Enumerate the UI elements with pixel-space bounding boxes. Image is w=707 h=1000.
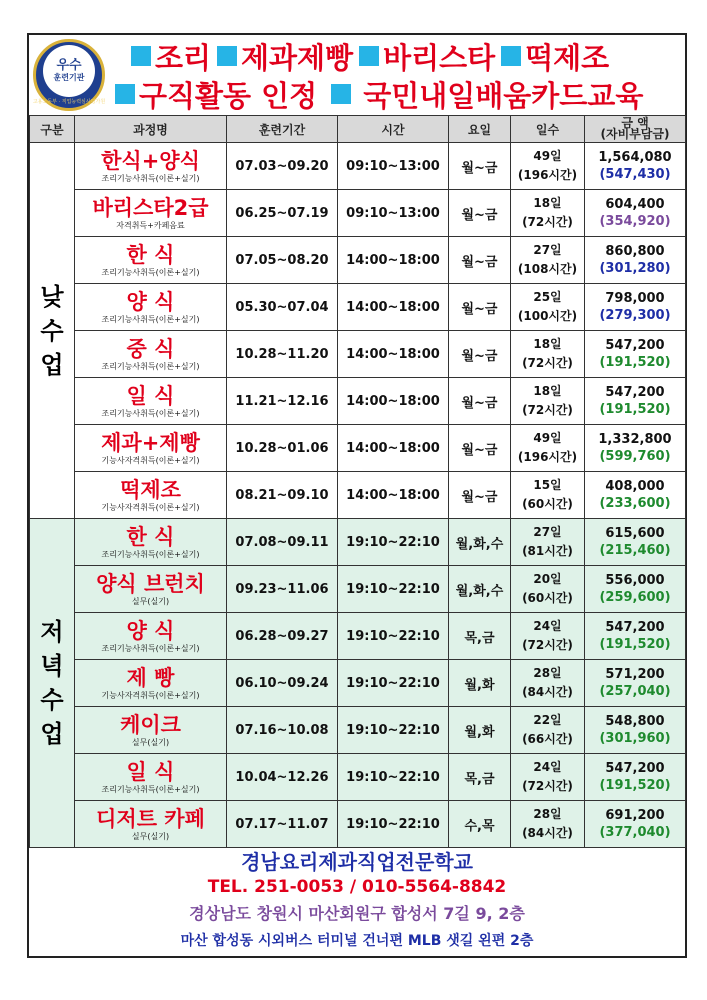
- title-item: 국민내일배움카드교육: [363, 78, 644, 113]
- days-count: 20일: [533, 572, 562, 586]
- header-days: 일수: [511, 116, 585, 143]
- time-cell: 14:00~18:00: [338, 472, 449, 519]
- amount-cell: [585, 707, 686, 754]
- course-row: [30, 143, 686, 190]
- amount-cell: [585, 425, 686, 472]
- blue-square-icon: [217, 46, 237, 66]
- amount-cell: [585, 566, 686, 613]
- header-amount-bottom: (자비부담금): [600, 127, 670, 141]
- flyer-footer: [29, 845, 685, 956]
- days-count: 15일: [533, 478, 562, 492]
- period-cell: 07.16~10.08: [227, 707, 338, 754]
- section-label-night: [30, 519, 75, 848]
- amount-self-pay: (191,520): [599, 637, 671, 652]
- course-name: 양 식: [126, 289, 175, 314]
- weekday-cell: 월~금: [449, 237, 511, 284]
- amount-self-pay: (599,760): [599, 449, 671, 464]
- period-cell: 05.30~07.04: [227, 284, 338, 331]
- amount-total: 604,400: [605, 197, 665, 212]
- weekday-cell: 월~금: [449, 472, 511, 519]
- course-subtitle: 실무(실기): [131, 737, 170, 747]
- weekday-cell: 월,화,수: [449, 519, 511, 566]
- directions: 마산 합성동 시외버스 터미널 건너편 MLB 샛길 왼편 2층: [180, 933, 534, 949]
- hours-count: (72시간): [522, 215, 573, 229]
- course-cell: [75, 801, 227, 848]
- hours-count: (84시간): [522, 826, 573, 840]
- weekday-cell: 월~금: [449, 331, 511, 378]
- course-subtitle: 기능사자격취득(이론+실기): [101, 502, 200, 512]
- period-cell: 10.28~01.06: [227, 425, 338, 472]
- header-amount-top: 금 액: [621, 116, 649, 130]
- hours-count: (81시간): [522, 544, 573, 558]
- time-cell: 19:10~22:10: [338, 801, 449, 848]
- course-row: [30, 472, 686, 519]
- amount-cell: [585, 613, 686, 660]
- days-count: 24일: [533, 619, 562, 633]
- weekday-cell: 수,목: [449, 801, 511, 848]
- amount-cell: [585, 801, 686, 848]
- time-cell: 19:10~22:10: [338, 660, 449, 707]
- course-row: [30, 613, 686, 660]
- days-cell: [511, 284, 585, 331]
- amount-self-pay: (259,600): [599, 590, 671, 605]
- time-cell: 19:10~22:10: [338, 566, 449, 613]
- header-amount: [585, 116, 686, 143]
- header-period: 훈련기간: [227, 116, 338, 143]
- weekday-cell: 월,화,수: [449, 566, 511, 613]
- course-row: [30, 190, 686, 237]
- days-cell: [511, 331, 585, 378]
- weekday-cell: 월,화: [449, 707, 511, 754]
- course-cell: [75, 472, 227, 519]
- time-cell: 09:10~13:00: [338, 190, 449, 237]
- days-cell: [511, 237, 585, 284]
- days-cell: [511, 613, 585, 660]
- schedule-table: [29, 115, 686, 848]
- amount-total: 556,000: [605, 573, 665, 588]
- amount-cell: [585, 143, 686, 190]
- days-count: 49일: [533, 431, 562, 445]
- amount-self-pay: (354,920): [599, 214, 671, 229]
- amount-self-pay: (377,040): [599, 825, 671, 840]
- section-char: 녁: [40, 652, 64, 680]
- course-cell: [75, 378, 227, 425]
- days-count: 49일: [533, 149, 562, 163]
- amount-self-pay: (257,040): [599, 684, 671, 699]
- weekday-cell: 목,금: [449, 613, 511, 660]
- period-cell: 07.08~09.11: [227, 519, 338, 566]
- weekday-cell: 월~금: [449, 425, 511, 472]
- course-cell: [75, 331, 227, 378]
- hours-count: (66시간): [522, 732, 573, 746]
- amount-self-pay: (191,520): [599, 402, 671, 417]
- blue-square-icon: [115, 84, 135, 104]
- title-line-2: [109, 75, 643, 113]
- amount-total: 691,200: [605, 808, 665, 823]
- course-cell: [75, 190, 227, 237]
- amount-self-pay: (301,960): [599, 731, 671, 746]
- amount-cell: [585, 472, 686, 519]
- period-cell: 10.04~12.26: [227, 754, 338, 801]
- course-name: 제과+제빵: [101, 430, 200, 455]
- days-cell: [511, 378, 585, 425]
- days-cell: [511, 190, 585, 237]
- course-row: [30, 801, 686, 848]
- course-row: [30, 519, 686, 566]
- amount-total: 798,000: [605, 291, 665, 306]
- days-count: 22일: [533, 713, 562, 727]
- course-row: [30, 660, 686, 707]
- hours-count: (72시간): [522, 403, 573, 417]
- days-cell: [511, 754, 585, 801]
- amount-self-pay: (215,460): [599, 543, 671, 558]
- section-char: 수: [40, 686, 64, 714]
- header-course: 과정명: [75, 116, 227, 143]
- days-cell: [511, 143, 585, 190]
- badge-ring-text: 고용노동부 · 직업능력심사평가원: [32, 99, 106, 105]
- time-cell: 19:10~22:10: [338, 613, 449, 660]
- hours-count: (196시간): [517, 168, 578, 182]
- time-cell: 19:10~22:10: [338, 519, 449, 566]
- amount-cell: [585, 331, 686, 378]
- course-name: 양 식: [126, 618, 175, 643]
- course-row: [30, 707, 686, 754]
- days-count: 27일: [533, 243, 562, 257]
- time-cell: 14:00~18:00: [338, 237, 449, 284]
- badge-center: [43, 45, 95, 97]
- course-subtitle: 기능사자격취득(이론+실기): [101, 455, 200, 465]
- period-cell: 06.10~09.24: [227, 660, 338, 707]
- days-count: 25일: [533, 290, 562, 304]
- course-name: 한식+양식: [101, 148, 200, 173]
- section-char: 낮: [40, 282, 64, 311]
- course-cell: [75, 566, 227, 613]
- period-cell: 11.21~12.16: [227, 378, 338, 425]
- days-count: 27일: [533, 525, 562, 539]
- address: 경상남도 창원시 마산회원구 합성서 7길 9, 2층: [189, 904, 525, 923]
- course-cell: [75, 143, 227, 190]
- weekday-cell: 월~금: [449, 190, 511, 237]
- course-cell: [75, 754, 227, 801]
- header-time: 시간: [338, 116, 449, 143]
- days-count: 18일: [533, 337, 562, 351]
- course-subtitle: 자격취득+카페음료: [116, 220, 185, 230]
- hours-count: (84시간): [522, 685, 573, 699]
- amount-self-pay: (191,520): [599, 355, 671, 370]
- course-row: [30, 331, 686, 378]
- amount-self-pay: (233,600): [599, 496, 671, 511]
- amount-total: 615,600: [605, 526, 665, 541]
- amount-total: 571,200: [605, 667, 665, 682]
- days-cell: [511, 566, 585, 613]
- section-char: 수: [40, 316, 64, 345]
- weekday-cell: 월~금: [449, 284, 511, 331]
- course-cell: [75, 425, 227, 472]
- amount-total: 547,200: [605, 385, 665, 400]
- amount-cell: [585, 190, 686, 237]
- days-count: 24일: [533, 760, 562, 774]
- title-line-1: [125, 37, 609, 75]
- hours-count: (108시간): [517, 262, 578, 276]
- period-cell: 07.03~09.20: [227, 143, 338, 190]
- days-cell: [511, 425, 585, 472]
- course-subtitle: 기능사자격취득(이론+실기): [101, 690, 200, 700]
- time-cell: 14:00~18:00: [338, 378, 449, 425]
- course-name: 중 식: [126, 336, 175, 361]
- title-item: 조리: [155, 40, 212, 75]
- hours-count: (72시간): [522, 356, 573, 370]
- period-cell: 06.28~09.27: [227, 613, 338, 660]
- course-name: 일 식: [126, 759, 175, 784]
- section-label-day: [30, 143, 75, 519]
- course-name: 한 식: [126, 242, 175, 267]
- course-subtitle: 조리기능사취득(이론+실기): [101, 408, 200, 418]
- days-count: 18일: [533, 196, 562, 210]
- course-row: [30, 754, 686, 801]
- header-section: 구분: [30, 116, 75, 143]
- course-subtitle: 조리기능사취득(이론+실기): [101, 267, 200, 277]
- title-item: 떡제조: [525, 40, 610, 75]
- course-subtitle: 실무(실기): [131, 831, 170, 841]
- course-subtitle: 조리기능사취득(이론+실기): [101, 361, 200, 371]
- amount-total: 547,200: [605, 761, 665, 776]
- days-cell: [511, 472, 585, 519]
- weekday-cell: 월,화: [449, 660, 511, 707]
- period-cell: 07.05~08.20: [227, 237, 338, 284]
- time-cell: 19:10~22:10: [338, 707, 449, 754]
- amount-total: 1,332,800: [598, 432, 672, 447]
- course-subtitle: 조리기능사취득(이론+실기): [101, 549, 200, 559]
- course-subtitle: 조리기능사취득(이론+실기): [101, 643, 200, 653]
- amount-cell: [585, 660, 686, 707]
- course-name: 양식 브런치: [96, 571, 205, 596]
- phone-numbers[interactable]: TEL. 251-0053 / 010-5564-8842: [207, 877, 507, 897]
- amount-total: 548,800: [605, 714, 665, 729]
- amount-self-pay: (547,430): [599, 167, 671, 182]
- amount-cell: [585, 378, 686, 425]
- weekday-cell: 월~금: [449, 378, 511, 425]
- days-cell: [511, 801, 585, 848]
- time-cell: 09:10~13:00: [338, 143, 449, 190]
- blue-square-icon: [331, 84, 351, 104]
- course-cell: [75, 660, 227, 707]
- course-name: 케이크: [120, 712, 181, 737]
- days-cell: [511, 660, 585, 707]
- blue-square-icon: [359, 46, 379, 66]
- course-subtitle: 조리기능사취득(이론+실기): [101, 173, 200, 183]
- blue-square-icon: [501, 46, 521, 66]
- course-subtitle: 조리기능사취득(이론+실기): [101, 314, 200, 324]
- title-item: 구직활동 인정: [139, 78, 318, 113]
- badge-bottom-text: 훈련기관: [53, 73, 85, 82]
- hours-count: (196시간): [517, 450, 578, 464]
- amount-cell: [585, 754, 686, 801]
- days-cell: [511, 707, 585, 754]
- course-cell: [75, 707, 227, 754]
- period-cell: 09.23~11.06: [227, 566, 338, 613]
- amount-total: 1,564,080: [598, 150, 672, 165]
- course-cell: [75, 613, 227, 660]
- course-row: [30, 284, 686, 331]
- header-weekday: 요일: [449, 116, 511, 143]
- course-name: 제 빵: [126, 665, 175, 690]
- course-row: [30, 237, 686, 284]
- period-cell: 08.21~09.10: [227, 472, 338, 519]
- days-count: 28일: [533, 807, 562, 821]
- course-name: 한 식: [126, 524, 175, 549]
- section-char: 업: [40, 350, 64, 379]
- flyer-frame: [27, 33, 687, 958]
- course-subtitle: 실무(실기): [131, 596, 170, 606]
- excellence-badge-icon: [33, 39, 105, 111]
- amount-self-pay: (191,520): [599, 778, 671, 793]
- course-cell: [75, 237, 227, 284]
- course-name: 디저트 카페: [96, 806, 205, 831]
- amount-cell: [585, 519, 686, 566]
- amount-cell: [585, 284, 686, 331]
- blue-square-icon: [131, 46, 151, 66]
- course-cell: [75, 284, 227, 331]
- period-cell: 10.28~11.20: [227, 331, 338, 378]
- course-row: [30, 425, 686, 472]
- amount-total: 547,200: [605, 620, 665, 635]
- hours-count: (60시간): [522, 497, 573, 511]
- amount-total: 408,000: [605, 479, 665, 494]
- days-count: 18일: [533, 384, 562, 398]
- amount-self-pay: (301,280): [599, 261, 671, 276]
- time-cell: 14:00~18:00: [338, 425, 449, 472]
- school-name: 경남요리제과직업전문학교: [241, 850, 473, 874]
- time-cell: 14:00~18:00: [338, 331, 449, 378]
- hours-count: (72시간): [522, 779, 573, 793]
- days-cell: [511, 519, 585, 566]
- amount-total: 860,800: [605, 244, 665, 259]
- days-count: 28일: [533, 666, 562, 680]
- course-name: 떡제조: [120, 477, 181, 502]
- time-cell: 14:00~18:00: [338, 284, 449, 331]
- amount-total: 547,200: [605, 338, 665, 353]
- amount-self-pay: (279,300): [599, 308, 671, 323]
- hours-count: (60시간): [522, 591, 573, 605]
- amount-cell: [585, 237, 686, 284]
- weekday-cell: 목,금: [449, 754, 511, 801]
- course-cell: [75, 519, 227, 566]
- course-name: 바리스타2급: [92, 195, 209, 220]
- title-item: 바리스타: [383, 40, 496, 75]
- section-char: 저: [40, 618, 64, 646]
- table-header-row: [30, 116, 686, 143]
- hours-count: (100시간): [517, 309, 578, 323]
- badge-top-text: 우수: [56, 58, 82, 73]
- course-row: [30, 566, 686, 613]
- course-name: 일 식: [126, 383, 175, 408]
- hours-count: (72시간): [522, 638, 573, 652]
- course-subtitle: 조리기능사취득(이론+실기): [101, 784, 200, 794]
- course-row: [30, 378, 686, 425]
- flyer-header: [29, 35, 685, 115]
- title-item: 제과제빵: [241, 40, 354, 75]
- period-cell: 07.17~11.07: [227, 801, 338, 848]
- weekday-cell: 월~금: [449, 143, 511, 190]
- period-cell: 06.25~07.19: [227, 190, 338, 237]
- section-char: 업: [40, 720, 64, 748]
- time-cell: 19:10~22:10: [338, 754, 449, 801]
